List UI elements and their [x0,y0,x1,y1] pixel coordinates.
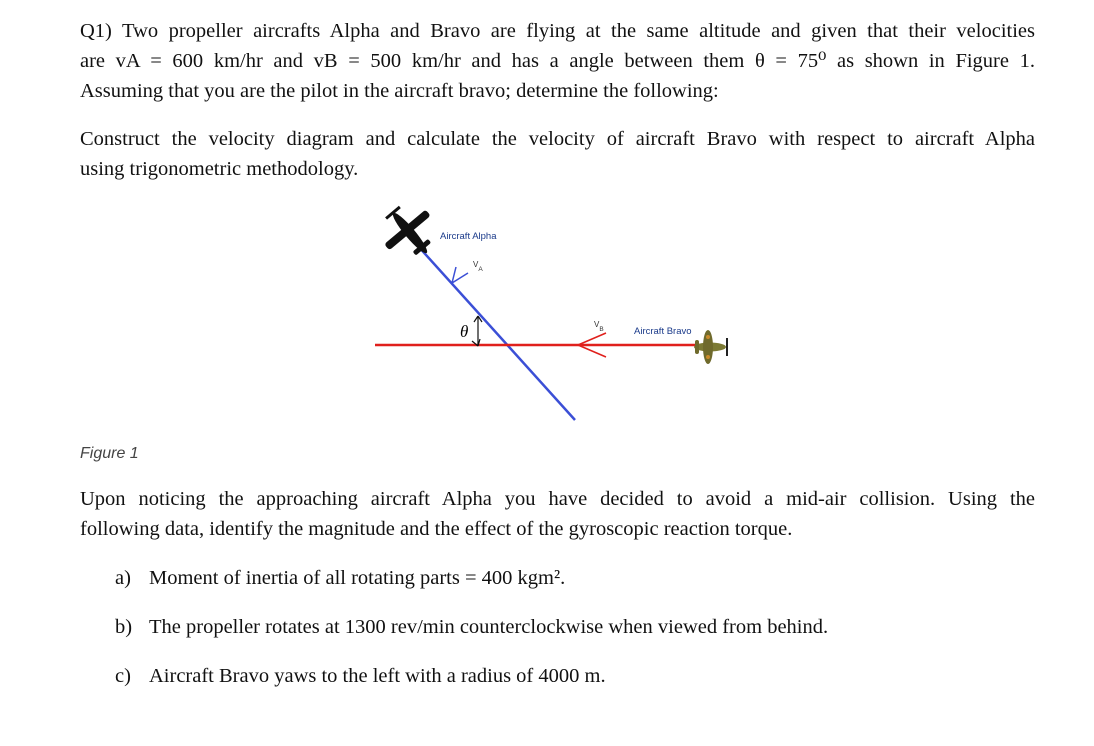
va-label-main: V [473,260,479,269]
aircraft-bravo-icon [694,330,728,364]
aircraft-bravo-label: Aircraft Bravo [634,326,692,337]
aircraft-alpha-icon [371,195,447,270]
va-label-sub: A [478,266,483,273]
list-item [115,661,606,691]
theta-label: θ [460,322,469,341]
figure-caption: Figure 1 [80,445,139,462]
aircraft-alpha-label: Aircraft Alpha [440,231,497,242]
vb-label [594,320,604,333]
construct-line: using trigonometric methodology. [80,158,359,180]
gyro-intro-line: following data, identify the magnitude and the effect of the gyroscopic reaction torque. [80,518,793,540]
list-item-label: a) [115,567,131,589]
list-item-label: b) [115,616,133,638]
question-intro-line: Q1) Two propeller aircrafts Alpha and Bravo are flying at the same altitude and given that their velocities [80,20,1035,42]
velocity-figure [360,195,760,425]
construct-instruction [80,124,1035,184]
list-item-text: The propeller rotates at 1300 rev/min counterclockwise when viewed from behind. [149,616,829,638]
construct-line: Construct the velocity diagram and calculate the velocity of aircraft Bravo with respect to aircraft Alpha [80,128,1035,150]
list-item-text: Aircraft Bravo yaws to the left with a radius of 4000 m. [149,665,606,687]
question-intro [80,16,1035,106]
question-intro-line: Assuming that you are the pilot in the aircraft bravo; determine the following: [80,80,719,102]
angle-marker-icon [472,316,482,346]
va-arrow-icon [452,267,468,283]
question-intro-line: are vA = 600 km/hr and vB = 500 km/hr and has a angle between them θ = 75⁰ as shown in Figure 1. [80,50,1035,72]
vb-label-main: V [594,320,600,329]
list-item [115,563,565,593]
vb-label-sub: B [599,326,604,333]
list-item-text: Moment of inertia of all rotating parts = 400 kgm². [149,567,566,589]
list-item [115,612,828,642]
gyro-intro-line: Upon noticing the approaching aircraft Alpha you have decided to avoid a mid-air collision. Using the [80,488,1035,510]
alpha-velocity-line [408,235,575,420]
va-label [473,260,483,273]
list-item-label: c) [115,665,131,687]
gyro-intro [80,484,1035,544]
